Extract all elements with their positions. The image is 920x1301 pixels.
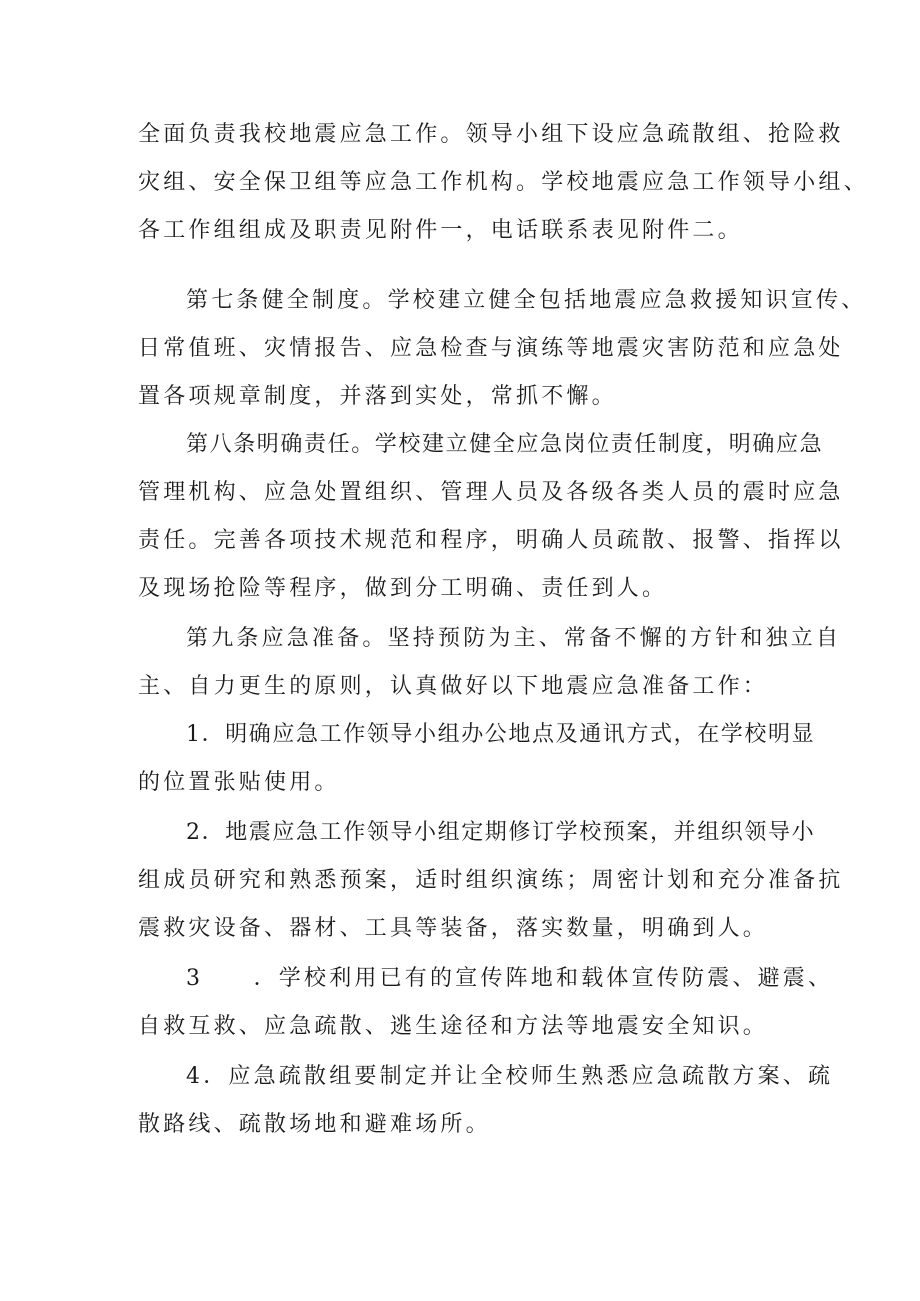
text-line: 主、自力更生的原则，认真做好以下地震应急准备工作： — [138, 674, 769, 699]
text-line: 灾组、安全保卫组等应急工作机构。学校地震应急工作领导小组、 — [138, 170, 869, 195]
text-line: 2．地震应急工作领导小组定期修订学校预案，并组织领导小 — [186, 820, 816, 845]
text-line: 的位置张贴使用。 — [138, 770, 340, 795]
text-line: 第九条应急准备。坚持预防为主、常备不懈的方针和独立自 — [186, 626, 842, 651]
text-line: 震救灾设备、器材、工具等装备，落实数量，明确到人。 — [138, 916, 769, 941]
text-line: 4．应急疏散组要制定并让全校师生熟悉应急疏散方案、疏 — [186, 1064, 834, 1089]
text-line: 第七条健全制度。学校建立健全包括地震应急救援知识宣传、 — [186, 288, 867, 313]
text-line: 及现场抢险等程序，做到分工明确、责任到人。 — [138, 576, 668, 601]
text-line: 置各项规章制度，并落到实处，常抓不懈。 — [138, 384, 617, 409]
text-line: 各工作组组成及职责见附件一，电话联系表见附件二。 — [138, 218, 743, 243]
text-line: 1．明确应急工作领导小组办公地点及通讯方式，在学校明显 — [186, 722, 816, 747]
text-line: 日常值班、灾情报告、应急检查与演练等地震灾害防范和应急处 — [138, 336, 844, 361]
text-line: 全面负责我校地震应急工作。领导小组下设应急疏散组、抢险救 — [138, 122, 844, 147]
text-line: 责任。完善各项技术规范和程序，明确人员疏散、报警、指挥以 — [138, 528, 844, 553]
text-line: 组成员研究和熟悉预案，适时组织演练；周密计划和充分准备抗 — [138, 868, 844, 893]
text-line: 散路线、疏散场地和避难场所。 — [138, 1112, 491, 1137]
text-line: 3 ．学校利用已有的宣传阵地和载体宣传防震、避震、 — [186, 966, 834, 991]
text-line: 自救互救、应急疏散、逃生途径和方法等地震安全知识。 — [138, 1014, 769, 1039]
text-line: 管理机构、应急处置组织、管理人员及各级各类人员的震时应急 — [138, 480, 844, 505]
text-line: 第八条明确责任。学校建立健全应急岗位责任制度，明确应急 — [186, 432, 824, 457]
